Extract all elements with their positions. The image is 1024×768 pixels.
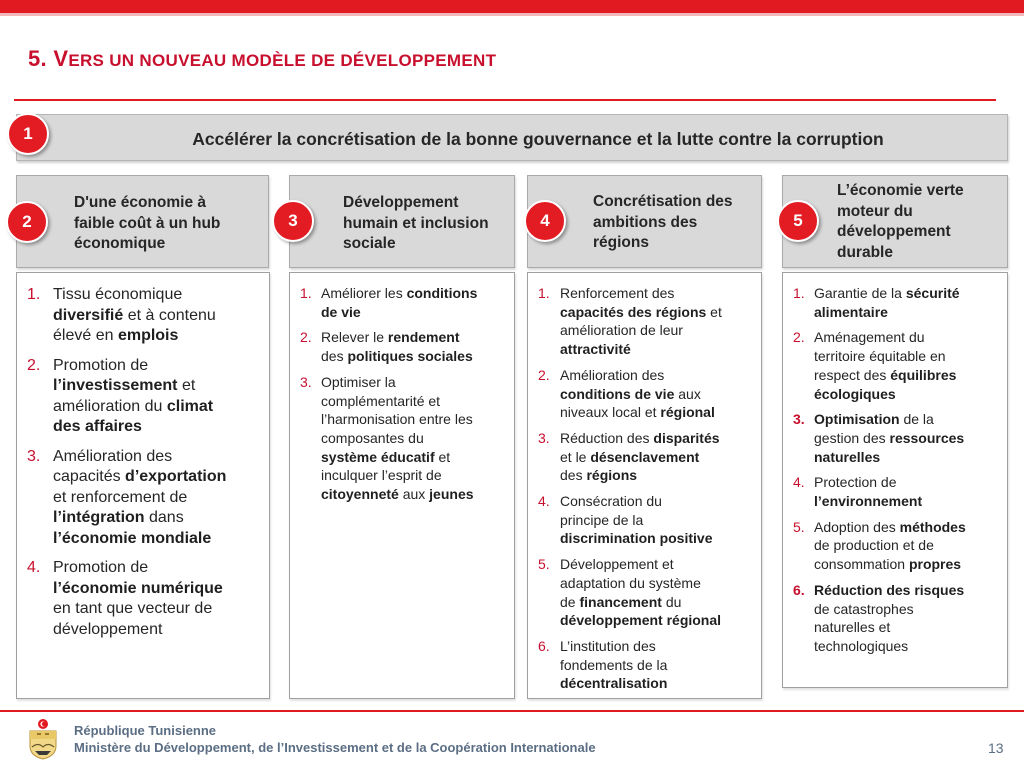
list-item-text — [814, 518, 1005, 574]
list-item-number: 2. — [538, 366, 550, 383]
list-item-line — [53, 397, 263, 418]
list-item — [793, 328, 1005, 403]
plain-text: Optimiser la — [321, 373, 396, 390]
list-item-line — [53, 306, 263, 327]
plain-text: fondements de la — [560, 656, 668, 673]
plain-text: et — [177, 377, 196, 394]
column-1-heading-line: D'une économie à — [74, 194, 207, 211]
list-item-line — [53, 620, 263, 641]
column-1-header — [16, 175, 269, 268]
list-item-text — [560, 284, 760, 359]
list-item-line — [814, 518, 1005, 537]
plain-text: des — [321, 348, 348, 365]
plain-text: Renforcement des — [560, 285, 675, 301]
column-2-number-badge: 3 — [272, 200, 314, 242]
list-item-number: 3. — [300, 373, 312, 390]
list-item-text — [560, 366, 760, 422]
banner-number-badge: 1 — [7, 113, 49, 155]
list-item-text — [560, 555, 760, 630]
column-2-list — [300, 284, 514, 511]
emphasis-text: alimentaire — [814, 303, 888, 320]
column-1-number-badge: 2 — [6, 201, 48, 243]
plain-text: Adoption des — [814, 518, 900, 535]
plain-text: des — [560, 467, 587, 484]
plain-text: et renforcement de — [53, 488, 188, 506]
list-item-number: 3. — [27, 447, 41, 465]
list-item-line — [814, 429, 1005, 448]
list-item-text — [53, 356, 263, 438]
plain-text: Protection de — [814, 474, 897, 491]
list-item-line — [53, 417, 263, 438]
emphasis-text: conditions de vie — [560, 385, 675, 402]
list-item-text — [814, 581, 1005, 656]
list-item-line — [321, 392, 514, 411]
plain-text: du — [661, 593, 682, 610]
plain-text: et — [706, 303, 722, 320]
column-3-number-badge: 4 — [524, 200, 566, 242]
plain-text: Amélioration des — [53, 447, 173, 465]
column-3-heading-line: ambitions des — [593, 213, 698, 231]
emphasis-text: emplois — [117, 327, 179, 344]
plain-text: développement — [53, 620, 163, 638]
list-item — [27, 558, 263, 640]
emphasis-text: capacités des régions — [560, 303, 707, 320]
list-item-line — [814, 618, 1005, 637]
list-item-line — [814, 284, 1005, 303]
list-item-number: 2. — [793, 329, 805, 346]
list-item-line — [814, 347, 1005, 366]
list-item-line — [53, 376, 263, 397]
plain-text: Amélioration des — [560, 366, 665, 383]
plain-text: de catastrophes — [814, 600, 914, 617]
list-item-line — [321, 429, 514, 448]
list-item-line — [560, 429, 760, 448]
list-item-line — [560, 529, 760, 548]
plain-text: Promotion de — [53, 559, 149, 576]
list-item — [538, 284, 760, 359]
column-4-heading-line: durable — [837, 243, 893, 261]
plain-text: consommation — [814, 556, 909, 573]
column-2-heading-line: sociale — [343, 235, 396, 252]
plain-text: et le — [560, 448, 591, 465]
column-1-list — [27, 285, 263, 649]
list-item — [793, 581, 1005, 656]
plain-text: de la — [899, 411, 934, 428]
column-2-heading-line: Développement — [343, 194, 459, 211]
plain-text: inculquer l’esprit de — [321, 467, 442, 484]
list-item — [538, 555, 760, 630]
plain-text: Promotion de — [53, 356, 149, 374]
list-item — [793, 518, 1005, 574]
column-3-heading-line: Concrétisation des — [593, 193, 733, 210]
emphasis-text: jeunes — [429, 486, 474, 503]
list-item-number: 2. — [27, 356, 41, 374]
emphasis-text: système éducatif — [321, 448, 435, 465]
list-item-line — [560, 284, 760, 303]
list-item — [27, 447, 263, 550]
plain-text: de production et de — [814, 537, 934, 554]
emphasis-text: politiques sociales — [347, 348, 473, 365]
emphasis-text: d’exportation — [125, 468, 227, 485]
list-item-line — [53, 467, 263, 488]
plain-text: amélioration de leur — [560, 322, 683, 339]
column-4-heading-line: L’économie verte — [837, 182, 964, 199]
list-item-line — [814, 637, 1005, 656]
slide-title-first: 5. V — [28, 46, 69, 71]
list-item — [27, 356, 263, 438]
list-item-line — [53, 285, 263, 306]
list-item-line — [814, 410, 1005, 429]
plain-text: Développement et — [560, 556, 674, 573]
list-item-line — [560, 511, 760, 530]
list-item-text — [53, 558, 263, 640]
list-item-text — [321, 284, 514, 321]
plain-text: et — [434, 448, 451, 465]
list-item-line — [321, 328, 514, 347]
list-item-line — [560, 492, 760, 511]
list-item-text — [814, 473, 1005, 510]
footer-country: République Tunisienne — [74, 723, 217, 738]
list-item-line — [53, 488, 263, 509]
list-item-text — [53, 285, 263, 347]
plain-text: Réduction des — [560, 429, 654, 446]
list-item-line — [321, 410, 514, 429]
list-item-number: 4. — [793, 474, 805, 491]
plain-text: capacités — [53, 468, 126, 485]
list-item-number: 1. — [300, 285, 312, 301]
list-item-number: 6. — [538, 637, 550, 654]
list-item-line — [560, 637, 760, 656]
list-item-line — [814, 448, 1005, 467]
plain-text: Améliorer les — [321, 285, 407, 301]
emphasis-text: des affaires — [53, 418, 142, 435]
list-item-text — [321, 328, 514, 365]
plain-text: adaptation du système — [560, 574, 701, 591]
list-item — [793, 284, 1005, 321]
plain-text: en tant que vecteur de — [53, 600, 213, 617]
list-item-line — [814, 555, 1005, 574]
page-number: 13 — [988, 740, 1004, 756]
list-item-line — [53, 508, 263, 529]
list-item-line — [560, 593, 760, 612]
emphasis-text: développement régional — [560, 612, 722, 629]
list-item — [538, 366, 760, 422]
list-item-line — [814, 328, 1005, 347]
list-item — [538, 429, 760, 485]
list-item-number: 1. — [793, 285, 805, 301]
list-item-line — [53, 558, 263, 579]
column-3-heading — [593, 192, 733, 254]
list-item — [538, 637, 760, 693]
top-accent-bar — [0, 0, 1024, 13]
list-item-line — [53, 326, 263, 347]
list-item-line — [560, 366, 760, 385]
list-item-line — [560, 385, 760, 404]
plain-text: Tissu économique — [53, 286, 183, 303]
plain-text: respect des — [814, 366, 891, 383]
emphasis-text: financement — [579, 593, 662, 610]
plain-text: L’institution des — [560, 637, 656, 654]
plain-text: complémentarité et — [321, 392, 441, 409]
list-item-text — [53, 447, 263, 550]
list-item-line — [814, 536, 1005, 555]
column-3-heading-line: régions — [593, 234, 649, 251]
emphasis-text: ressources — [889, 429, 965, 446]
list-item-line — [53, 447, 263, 468]
list-item-line — [560, 403, 760, 422]
column-1-list-box — [16, 272, 270, 699]
emphasis-text: naturelles — [814, 448, 881, 465]
emphasis-text: Réduction des risques — [814, 581, 965, 598]
emphasis-text: régions — [586, 467, 638, 484]
emphasis-text: l’économie mondiale — [53, 529, 212, 547]
column-3-list-box — [527, 272, 762, 699]
list-item-text — [814, 284, 1005, 321]
plain-text: aux — [674, 385, 701, 402]
list-item-text — [814, 328, 1005, 403]
list-item-text — [560, 492, 760, 548]
emphasis-text: l’économie numérique — [53, 579, 223, 597]
list-item-line — [53, 529, 263, 550]
emphasis-text: disparités — [653, 429, 720, 446]
list-item-number: 6. — [793, 581, 805, 598]
tunisia-coat-of-arms-icon — [26, 718, 60, 760]
list-item-text — [560, 637, 760, 693]
column-3-list — [538, 284, 760, 700]
plain-text: naturelles et — [814, 619, 891, 636]
list-item-line — [321, 373, 514, 392]
list-item — [793, 410, 1005, 466]
column-1-heading — [74, 193, 220, 255]
list-item-line — [560, 555, 760, 574]
column-4-list-box — [782, 272, 1008, 688]
plain-text: l’harmonisation entre les — [321, 411, 473, 428]
list-item-line — [321, 448, 514, 467]
footer-ministry: Ministère du Développement, de l’Investissement et de la Coopération Internationale — [74, 740, 596, 755]
column-4-number-badge: 5 — [777, 200, 819, 242]
list-item-line — [560, 466, 760, 485]
plain-text: principe de la — [560, 511, 644, 528]
banner-box — [16, 114, 1008, 161]
list-item-line — [321, 466, 514, 485]
slide-title — [28, 46, 496, 72]
emphasis-text: conditions — [406, 285, 478, 301]
list-item — [300, 328, 514, 365]
list-item-number: 3. — [538, 429, 550, 446]
list-item-line — [814, 492, 1005, 511]
column-2-header — [289, 175, 515, 268]
column-4-heading-line: moteur du — [837, 202, 913, 220]
emphasis-text: diversifié — [53, 306, 124, 324]
list-item-line — [53, 356, 263, 377]
emphasis-text: attractivité — [560, 341, 631, 358]
list-item-line — [560, 611, 760, 630]
list-item-line — [814, 473, 1005, 492]
list-item-text — [814, 410, 1005, 466]
list-item-line — [814, 581, 1005, 600]
list-item-line — [560, 340, 760, 359]
footer-divider — [0, 710, 1024, 712]
emphasis-text: régional — [660, 404, 715, 421]
emphasis-text: écologiques — [814, 385, 896, 402]
list-item-text — [560, 429, 760, 485]
list-item-line — [560, 303, 760, 322]
column-2-list-box — [289, 272, 515, 699]
plain-text: élevé en — [53, 327, 118, 344]
emphasis-text: l’intégration — [53, 509, 145, 526]
list-item-number: 4. — [538, 493, 550, 510]
list-item-number: 1. — [27, 286, 41, 303]
list-item-line — [321, 284, 514, 303]
plain-text: Garantie de la — [814, 285, 906, 301]
list-item-number: 3. — [793, 411, 805, 428]
list-item-line — [560, 674, 760, 693]
emphasis-text: décentralisation — [560, 675, 668, 692]
list-item-number: 1. — [538, 285, 550, 301]
plain-text: technologiques — [814, 637, 909, 654]
banner-text: Accélérer la concrétisation de la bonne gouvernance et la lutte contre la corruption — [192, 129, 884, 149]
plain-text: aux — [398, 486, 430, 503]
plain-text: niveaux local et — [560, 404, 661, 421]
emphasis-text: l’environnement — [814, 493, 923, 510]
plain-text: gestion des — [814, 429, 890, 446]
column-2-heading — [343, 193, 489, 255]
column-1-heading-line: économique — [74, 235, 166, 252]
plain-text: territoire équitable en — [814, 348, 946, 365]
emphasis-text: de vie — [321, 303, 361, 320]
emphasis-text: climat — [166, 397, 214, 415]
list-item-number: 4. — [27, 559, 41, 576]
plain-text: amélioration du — [53, 397, 167, 415]
list-item-line — [814, 600, 1005, 619]
column-1-heading-line: faible coût à un hub — [74, 214, 221, 232]
list-item-line — [53, 579, 263, 600]
emphasis-text: Optimisation — [814, 411, 900, 428]
slide-title-rest: ERS UN NOUVEAU MODÈLE DE DÉVELOPPEMENT — [68, 51, 497, 70]
column-4-heading-line: développement — [837, 223, 951, 240]
column-4-list — [793, 284, 1005, 663]
emphasis-text: désenclavement — [590, 448, 700, 465]
list-item-line — [814, 303, 1005, 322]
list-item-line — [321, 347, 514, 366]
emphasis-text: l’investissement — [53, 377, 178, 394]
plain-text: composantes du — [321, 429, 424, 446]
emphasis-text: rendement — [387, 329, 460, 346]
list-item — [300, 284, 514, 321]
list-item-line — [53, 599, 263, 620]
list-item-number: 5. — [538, 556, 550, 573]
emphasis-text: sécurité — [905, 285, 960, 301]
column-4-heading — [837, 181, 964, 263]
title-divider — [14, 99, 996, 101]
emphasis-text: citoyenneté — [321, 486, 399, 503]
list-item-line — [321, 303, 514, 322]
list-item — [793, 473, 1005, 510]
list-item-line — [560, 448, 760, 467]
list-item-line — [560, 656, 760, 675]
list-item-line — [814, 385, 1005, 404]
emphasis-text: équilibres — [890, 366, 957, 383]
list-item — [538, 492, 760, 548]
plain-text: Relever le — [321, 329, 388, 346]
emphasis-text: méthodes — [899, 518, 966, 535]
list-item-line — [321, 485, 514, 504]
column-2-heading-line: humain et inclusion — [343, 214, 489, 232]
plain-text: et à contenu — [123, 306, 216, 324]
plain-text: dans — [144, 509, 184, 526]
list-item — [300, 373, 514, 504]
list-item-number: 2. — [300, 329, 312, 346]
plain-text: Consécration du — [560, 493, 662, 510]
emphasis-text: discrimination positive — [560, 530, 713, 547]
top-accent-bar-shadow — [0, 13, 1024, 16]
list-item — [27, 285, 263, 347]
plain-text: Aménagement du — [814, 329, 925, 346]
list-item-text — [321, 373, 514, 504]
list-item-line — [814, 366, 1005, 385]
list-item-line — [560, 321, 760, 340]
list-item-line — [560, 574, 760, 593]
list-item-number: 5. — [793, 518, 805, 535]
plain-text: de — [560, 593, 580, 610]
emphasis-text: propres — [908, 556, 962, 573]
